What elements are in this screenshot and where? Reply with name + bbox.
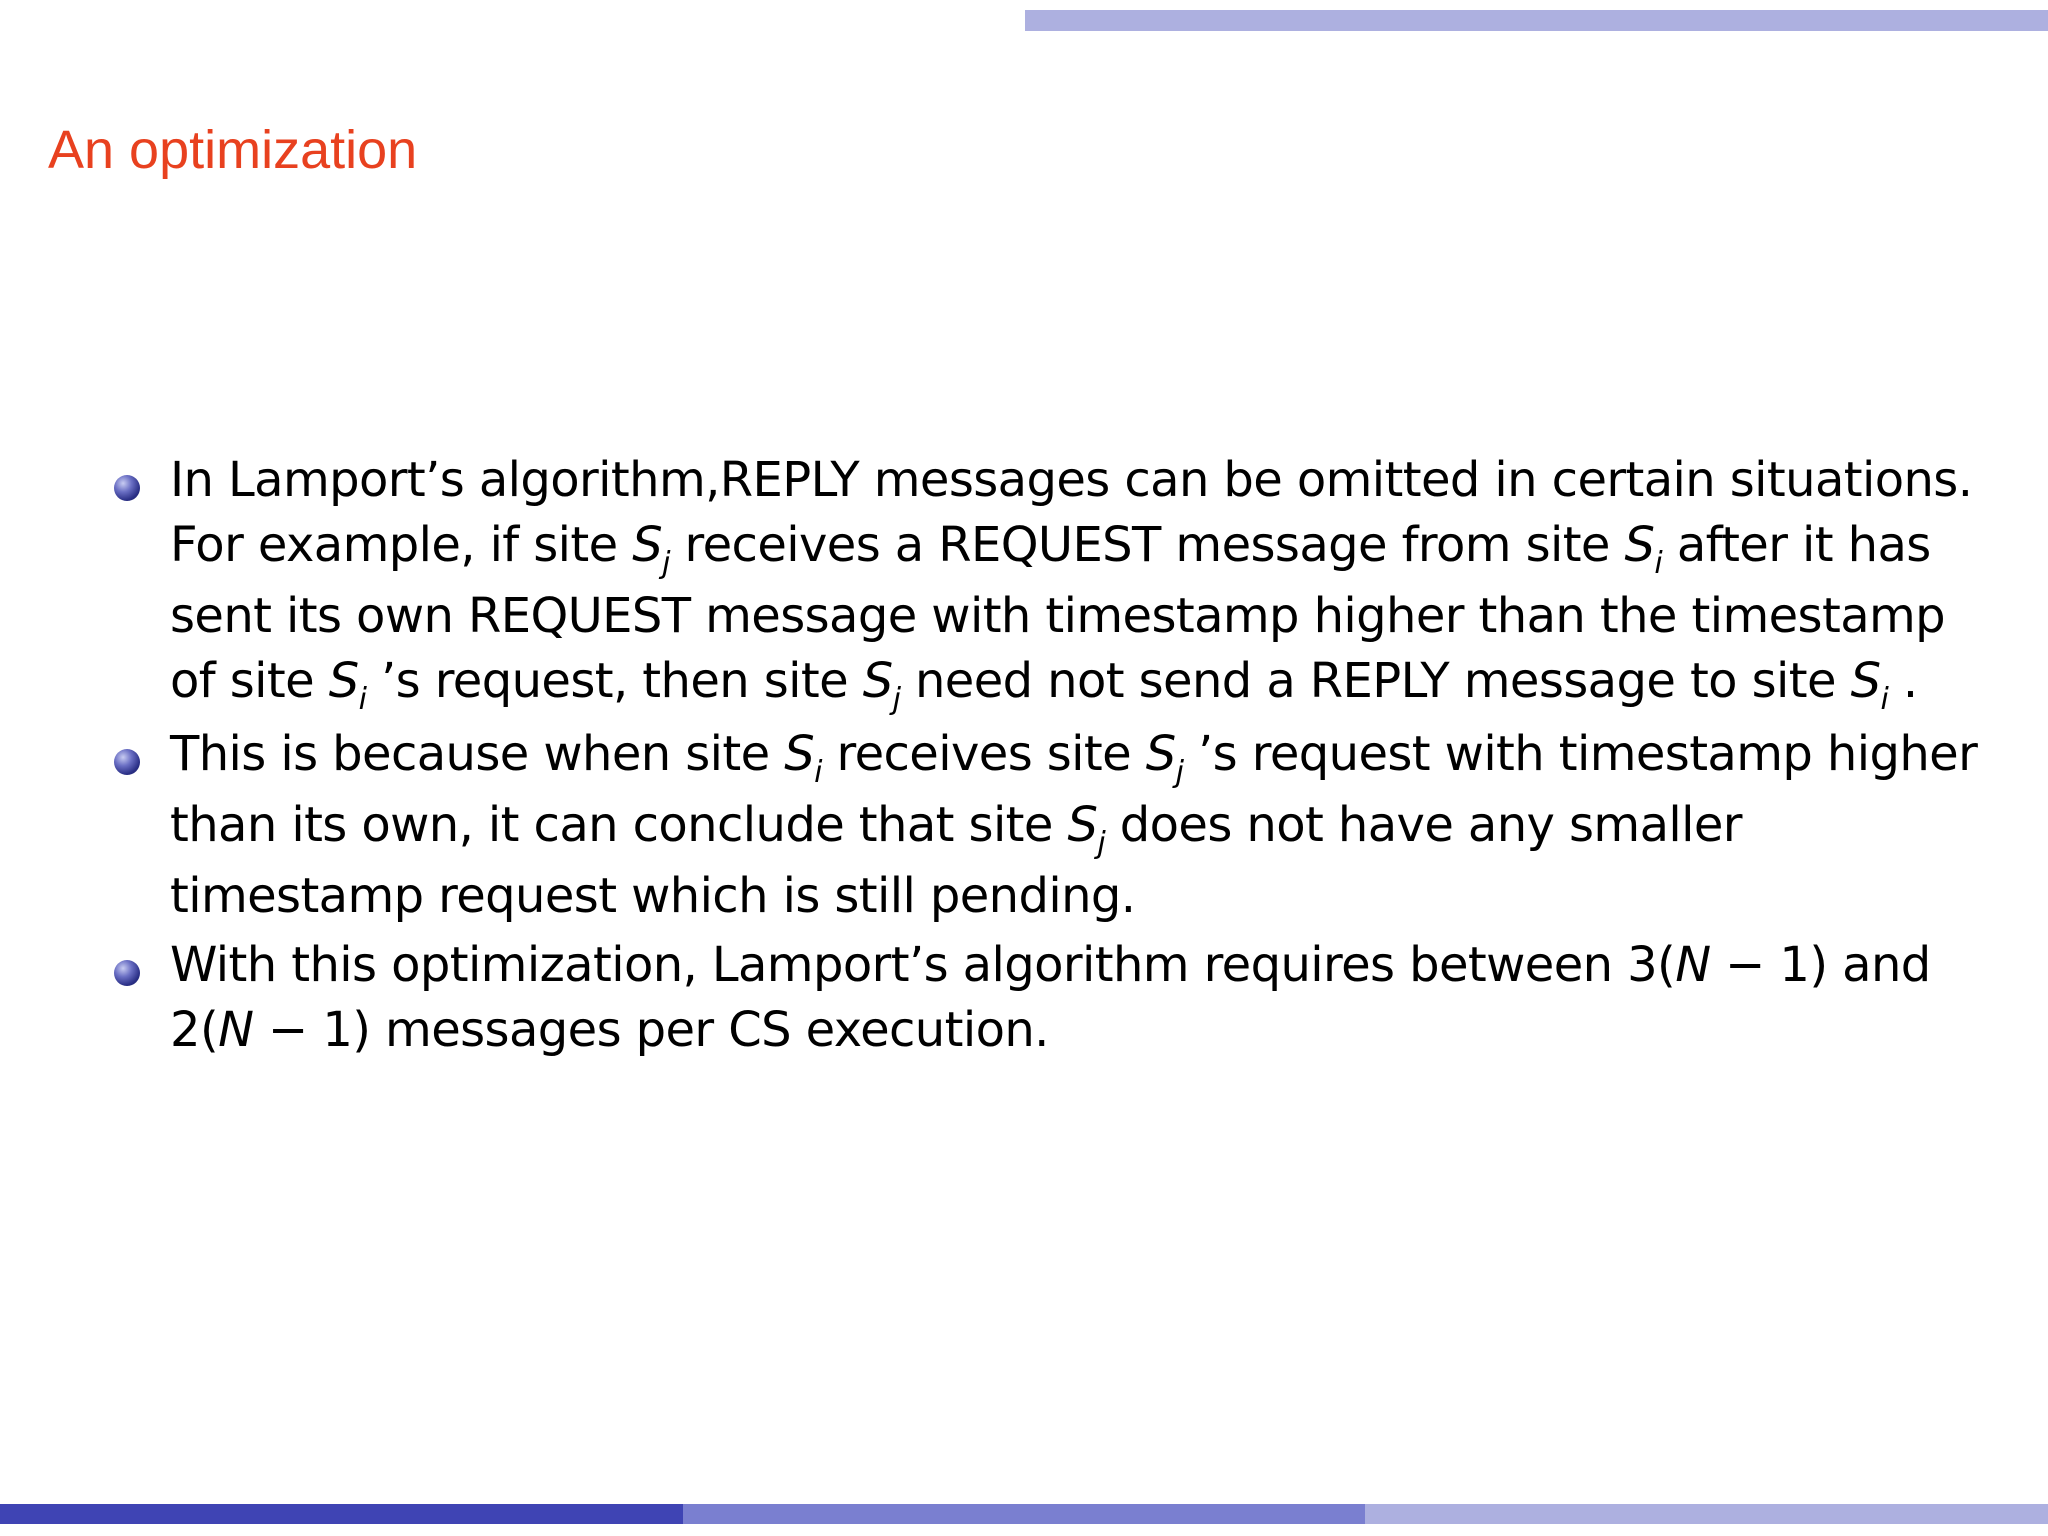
bullet-2-line-1: This is because when site $S_i$ receives site $S_j$ ’s request with timestamp higher — [170, 726, 1978, 790]
top-accent-bar — [1025, 10, 2048, 31]
bottom-bar-segment-dark — [0, 1504, 683, 1524]
bullet-3-line-1: With this optimization, Lamport’s algorithm requires between 3(N − 1) and — [170, 937, 1931, 993]
bullet-1-line-3: sent its own REQUEST message with timestamp higher than the timestamp — [170, 588, 1946, 644]
bottom-bar-segment-mid — [683, 1504, 1366, 1524]
bullet-1-line-4: of site $S_i$ ’s request, then site $S_j$ need not send a REPLY message to site $S_i$ . — [170, 653, 1918, 717]
bullet-icon — [114, 749, 140, 775]
slide-title: An optimization — [48, 120, 418, 180]
bullet-2-line-2: than its own, it can conclude that site $S_j$ does not have any smaller — [170, 797, 1742, 861]
bullet-icon — [114, 960, 140, 986]
bottom-accent-bar — [0, 1504, 2048, 1524]
bullet-1-line-1: In Lamport’s algorithm,REPLY messages can be omitted in certain situations. — [170, 452, 1973, 508]
bullet-3-line-2: 2(N − 1) messages per CS execution. — [170, 1002, 1049, 1058]
bottom-bar-segment-light — [1365, 1504, 2048, 1524]
bullet-item-1 — [170, 448, 2040, 720]
bullet-item-2 — [170, 722, 2040, 929]
bullet-1-line-2: For example, if site $S_j$ receives a REQUEST message from site $S_i$ after it has — [170, 517, 1931, 581]
bullet-item-3 — [170, 933, 2040, 1063]
bullet-icon — [114, 475, 140, 501]
bullet-2-line-3: timestamp request which is still pending. — [170, 868, 1136, 924]
